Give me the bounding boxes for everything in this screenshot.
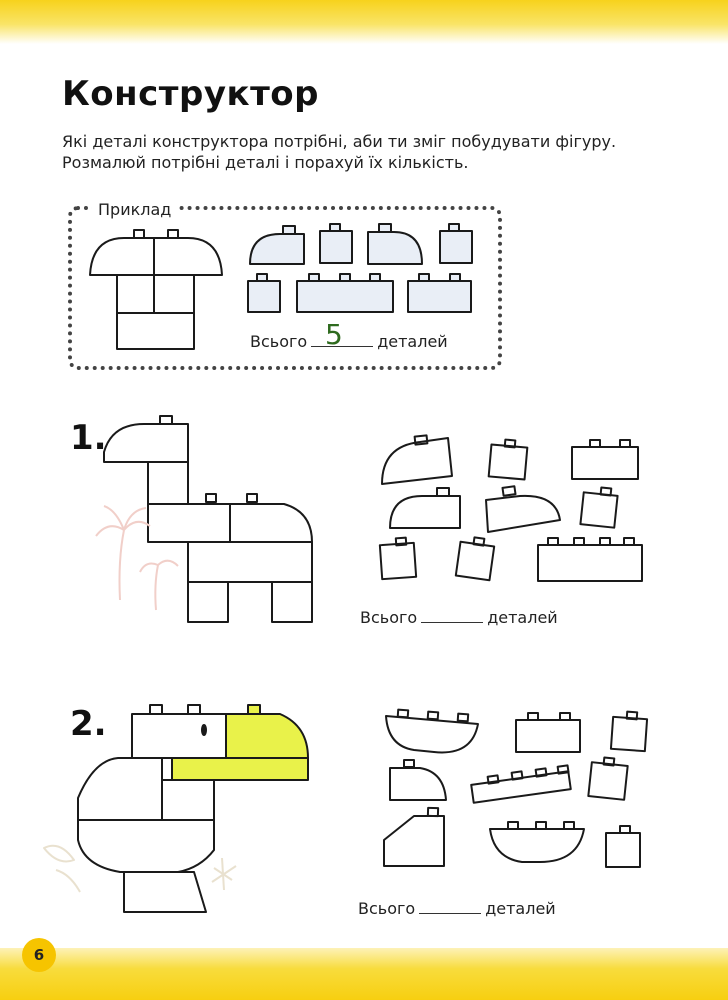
example-total-value: 5	[325, 318, 343, 351]
task2-piece-boat-2	[490, 822, 584, 862]
instruction-line-1: Які деталі конструктора потрібні, аби ти зміг побудувати фігуру.	[62, 132, 617, 151]
task2-figure	[78, 705, 308, 912]
page-number: 6	[33, 946, 45, 964]
example-total-prefix: Всього	[250, 332, 308, 351]
task1-total-suffix: деталей	[487, 608, 558, 627]
task2-piece-wedge	[384, 808, 444, 866]
leaf-decoration	[44, 846, 236, 892]
task1-piece-dome-left	[382, 435, 452, 484]
example-pieces	[248, 224, 472, 312]
task1-piece-dome-3	[486, 486, 560, 532]
task2-total-prefix: Всього	[358, 899, 416, 918]
example-piece-long-1	[297, 274, 393, 312]
example-figure	[90, 230, 222, 349]
task2-total-suffix: деталей	[485, 899, 556, 918]
task1-piece-dome-2	[390, 488, 460, 528]
example-piece-square-2	[440, 224, 472, 263]
task1-figure	[104, 416, 312, 622]
task2-piece-square-2	[588, 757, 627, 799]
task1-total-blank[interactable]	[421, 608, 483, 623]
task2-piece-square-1	[611, 712, 647, 751]
example-piece-dome-2	[368, 224, 422, 264]
task1-number: 1.	[70, 418, 107, 458]
example-piece-rect-1	[408, 274, 471, 312]
example-piece-dome-1	[250, 226, 304, 264]
task1-piece-square-1	[489, 440, 528, 480]
instruction-line-2: Розмалюй потрібні деталі і порахуй їх кількість.	[62, 153, 469, 172]
task2-piece-square-3	[606, 826, 640, 867]
task1-total-prefix: Всього	[360, 608, 418, 627]
task2-piece-rect-1	[516, 713, 580, 752]
task1-piece-square-2	[580, 487, 617, 527]
task2-pieces	[384, 710, 647, 867]
task2-piece-boat-1	[386, 710, 478, 753]
example-label: Приклад	[92, 200, 177, 219]
example-piece-square-3	[248, 274, 280, 312]
page-title: Конструктор	[62, 74, 319, 114]
example-piece-square-1	[320, 224, 352, 263]
example-total-suffix: деталей	[377, 332, 448, 351]
task1-total-line	[360, 608, 558, 627]
task2-total-blank[interactable]	[419, 899, 481, 914]
task1-piece-rect-1	[572, 440, 638, 479]
palm-tree-decoration	[96, 506, 178, 610]
example-total-line	[250, 332, 448, 351]
task1-piece-square-3	[380, 538, 416, 579]
task2-total-line	[358, 899, 556, 918]
task1-piece-square-4	[456, 537, 494, 580]
task2-piece-flat-long	[471, 765, 571, 802]
task2-piece-dome-1	[390, 760, 446, 800]
task1-piece-long-1	[538, 538, 642, 581]
task2-number: 2.	[70, 704, 107, 744]
task1-pieces	[380, 435, 642, 581]
